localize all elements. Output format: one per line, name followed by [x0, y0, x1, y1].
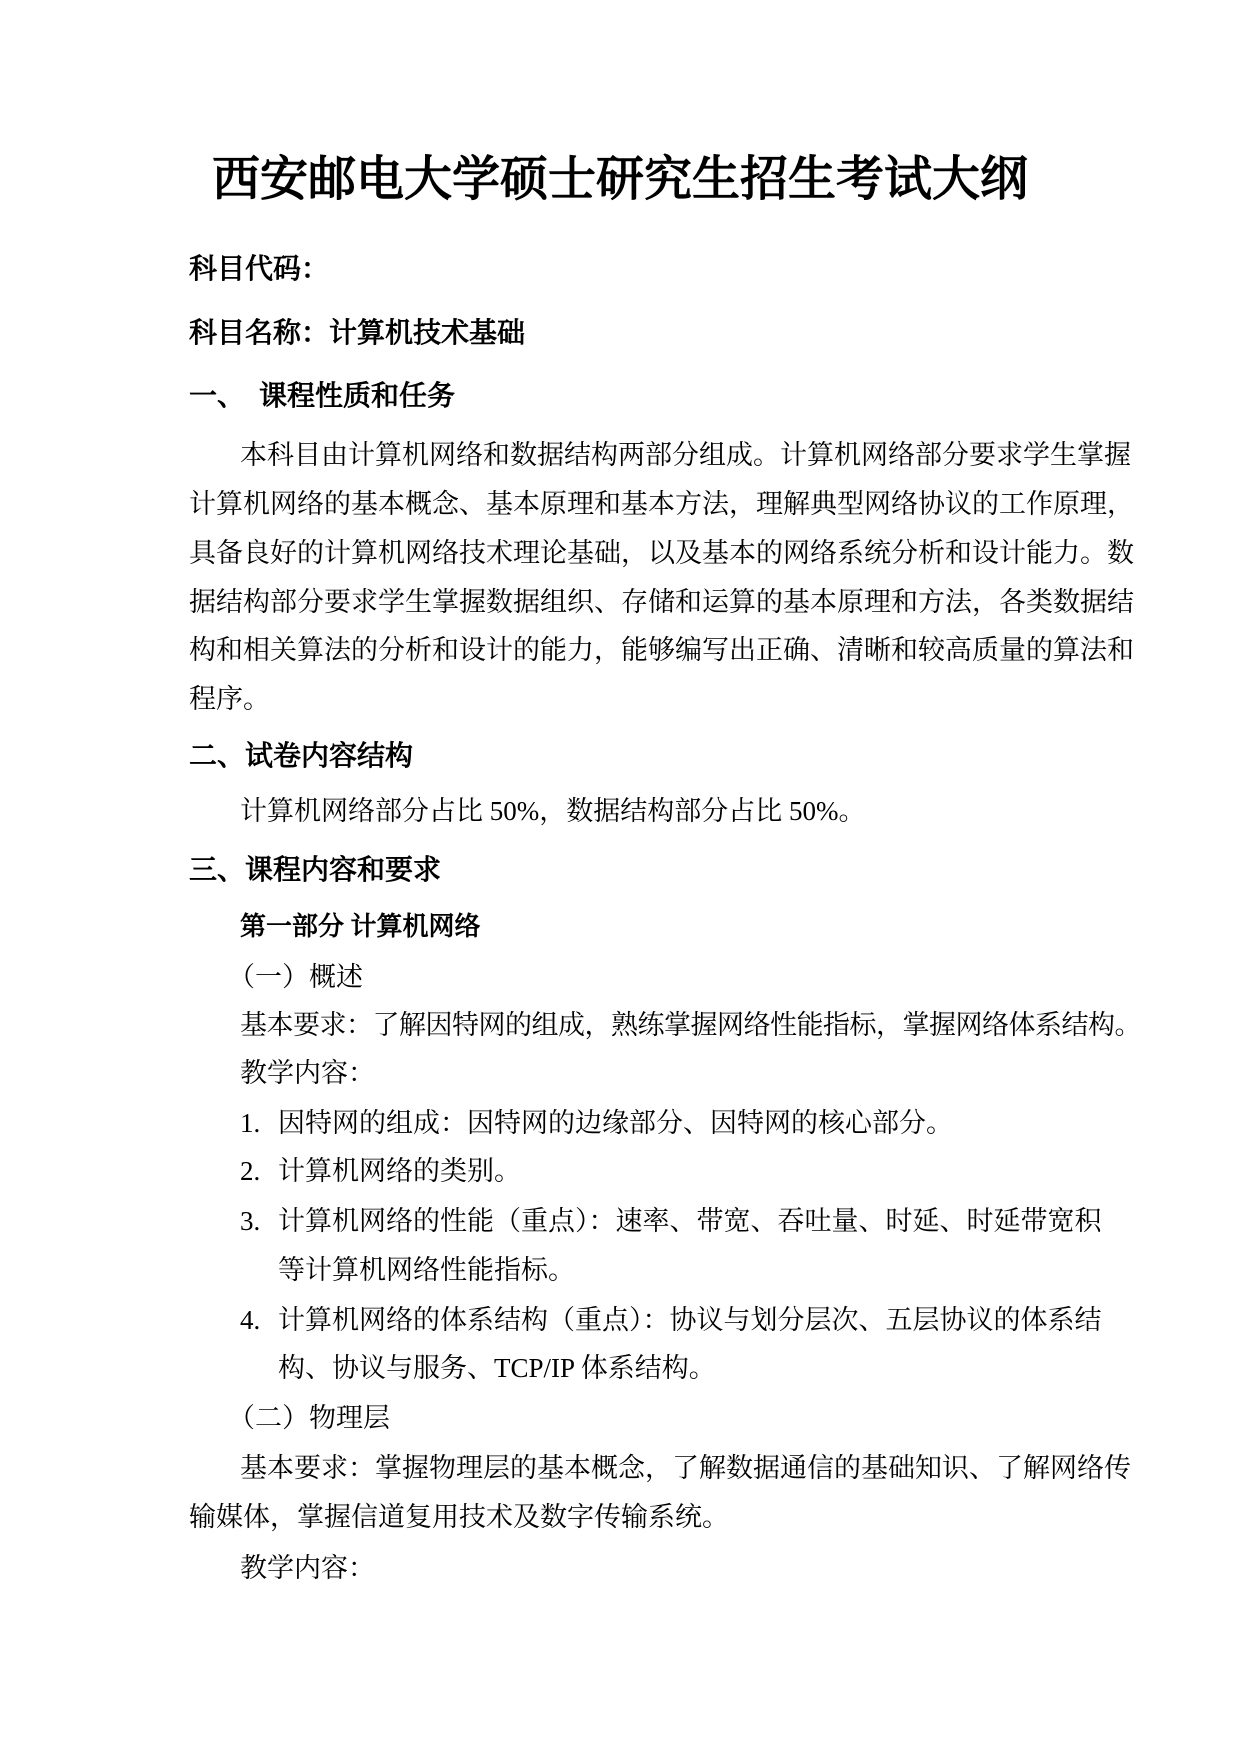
item-text: 构、协议与服务、TCP/IP 体系结构。 [278, 1353, 716, 1383]
chapter2-requirements: 基本要求：掌握物理层的基本概念，了解数据通信的基础知识、了解网络传 [240, 1453, 1131, 1483]
item-number: 3. [240, 1206, 261, 1236]
section2-heading: 二、试卷内容结构 [189, 741, 414, 772]
subject-code-label: 科目代码： [189, 254, 330, 285]
section1-line: 本科目由计算机网络和数据结构两部分组成。计算机网络部分要求学生掌握 [240, 440, 1131, 470]
chapter2-title: （二）物理层 [228, 1403, 390, 1433]
item-number: 1. [240, 1108, 261, 1138]
item-text: 计算机网络的性能（重点）：速率、带宽、吞吐量、时延、时延带宽积 [278, 1206, 1102, 1236]
item-number: 4. [240, 1305, 261, 1335]
section1-heading: 一、 课程性质和任务 [189, 381, 456, 412]
item-text: 计算机网络的体系结构（重点）：协议与划分层次、五层协议的体系结 [278, 1305, 1102, 1335]
item-text: 计算机网络的类别。 [278, 1156, 521, 1186]
chapter1-requirements: 基本要求：了解因特网的组成，熟练掌握网络性能指标，掌握网络体系结构。 [240, 1010, 1141, 1040]
page-title: 西安邮电大学硕士研究生招生考试大纲 [211, 153, 1028, 206]
subject-name-label: 科目名称：计算机技术基础 [189, 318, 526, 349]
item-number: 2. [240, 1156, 261, 1186]
item-text: 因特网的组成：因特网的边缘部分、因特网的核心部分。 [278, 1108, 953, 1138]
chapter1-title: （一）概述 [228, 962, 363, 992]
part1-heading: 第一部分 计算机网络 [240, 912, 481, 941]
section1-line: 计算机网络的基本概念、基本原理和基本方法，理解典型网络协议的工作原理， [189, 489, 1134, 519]
section1-line: 程序。 [189, 684, 270, 714]
section1-line: 据结构部分要求学生掌握数据组织、存储和运算的基本原理和方法，各类数据结 [189, 587, 1134, 617]
section3-heading: 三、课程内容和要求 [189, 855, 442, 886]
chapter2-requirements: 输媒体，掌握信道复用技术及数字传输系统。 [189, 1502, 729, 1532]
section2-text: 计算机网络部分占比 50%，数据结构部分占比 50%。 [240, 796, 866, 826]
section1-line: 构和相关算法的分析和设计的能力，能够编写出正确、清晰和较高质量的算法和 [189, 635, 1134, 665]
chapter2-content-label: 教学内容： [240, 1553, 375, 1583]
chapter1-content-label: 教学内容： [240, 1058, 375, 1088]
item-text: 等计算机网络性能指标。 [278, 1255, 575, 1285]
section1-line: 具备良好的计算机网络技术理论基础，以及基本的网络系统分析和设计能力。数 [189, 538, 1134, 568]
